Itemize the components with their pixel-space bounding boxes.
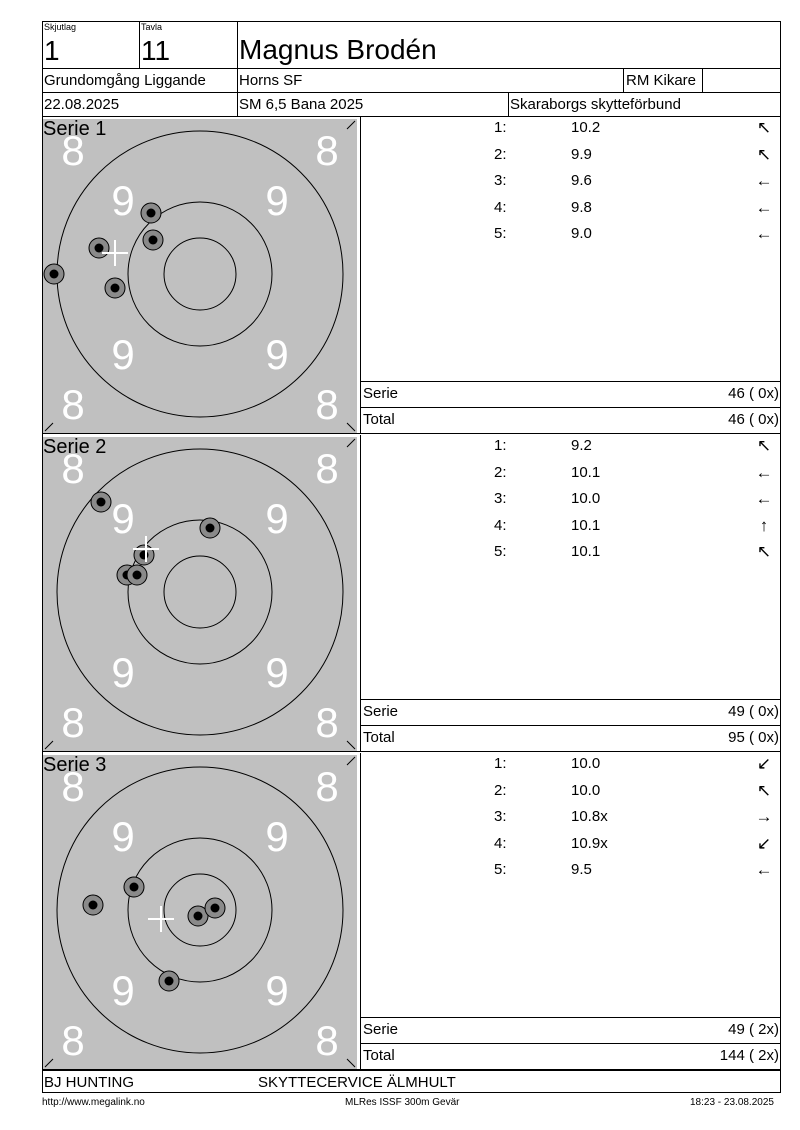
ring-number: 9 bbox=[265, 813, 289, 860]
shot-direction-arrow-icon: ↖ bbox=[756, 542, 772, 561]
shooter-name: Magnus Brodén bbox=[239, 34, 437, 65]
divider bbox=[139, 21, 140, 68]
corner-mark bbox=[347, 439, 355, 447]
tavla-label: Tavla bbox=[141, 22, 163, 32]
class-name: Grundomgång Liggande bbox=[44, 72, 206, 89]
shot-direction-arrow-icon: ↖ bbox=[756, 780, 772, 800]
total-sum-label: Total bbox=[363, 1047, 395, 1064]
shot-hole bbox=[159, 971, 179, 991]
footer-timestamp: 18:23 - 23.08.2025 bbox=[690, 1097, 774, 1108]
organizer: Skaraborgs skytteförbund bbox=[510, 96, 681, 113]
shot-score: 10.0 bbox=[571, 781, 601, 799]
ring-number: 8 bbox=[61, 381, 85, 428]
section-bottom bbox=[42, 433, 781, 434]
ring-number: 9 bbox=[111, 813, 135, 860]
target-svg bbox=[43, 119, 357, 433]
serie-row-top bbox=[360, 699, 781, 700]
corner-mark bbox=[347, 121, 355, 129]
shot-hole bbox=[200, 518, 220, 538]
ring-number: 8 bbox=[61, 445, 85, 492]
shot-hole bbox=[143, 230, 163, 250]
ring-number: 8 bbox=[315, 445, 339, 492]
shot-number: 3: bbox=[494, 172, 507, 189]
shot-hole bbox=[44, 264, 64, 284]
shot-score: 10.0 bbox=[571, 755, 601, 772]
shot-score: 9.0 bbox=[571, 225, 592, 242]
corner-mark bbox=[45, 1059, 53, 1067]
shot-number: 3: bbox=[494, 808, 507, 825]
serie-sum-value: 46 ( 0x) bbox=[728, 385, 779, 402]
serie-row-top bbox=[360, 1017, 781, 1018]
corner-mark bbox=[45, 423, 53, 431]
shot-direction-arrow-icon: ↑ bbox=[759, 515, 769, 535]
weapon-class: RM Kikare bbox=[626, 72, 697, 89]
shot-direction-arrow-icon: → bbox=[755, 807, 773, 826]
target-face bbox=[43, 437, 357, 751]
ring-number: 9 bbox=[111, 495, 135, 542]
shot-direction-arrow-icon: ↖ bbox=[756, 118, 772, 137]
footer-url: http://www.megalink.no bbox=[42, 1097, 145, 1108]
total-sum-label: Total bbox=[363, 729, 395, 746]
shot-number: 4: bbox=[494, 198, 507, 216]
target-ring bbox=[164, 238, 236, 310]
shot-score: 10.0 bbox=[571, 490, 601, 507]
shot-score: 9.8 bbox=[571, 198, 592, 216]
divider bbox=[237, 21, 238, 117]
divider bbox=[42, 92, 781, 93]
ring-number: 9 bbox=[265, 649, 289, 696]
ring-number: 9 bbox=[111, 177, 135, 224]
serie-row-top bbox=[360, 381, 781, 382]
shot-number: 2: bbox=[494, 781, 507, 799]
shot-number: 5: bbox=[494, 543, 507, 560]
total-sum-value: 95 ( 0x) bbox=[728, 729, 779, 746]
divider bbox=[702, 68, 703, 92]
skjutlag-value: 1 bbox=[44, 35, 60, 66]
shot-score: 10.1 bbox=[571, 463, 601, 481]
shot-number: 1: bbox=[494, 755, 507, 772]
ring-number: 9 bbox=[111, 331, 135, 378]
shot-number: 1: bbox=[494, 437, 507, 454]
shot-number: 3: bbox=[494, 490, 507, 507]
shot-hole bbox=[124, 877, 144, 897]
corner-mark bbox=[347, 423, 355, 431]
shot-direction-arrow-icon: ↙ bbox=[756, 833, 772, 853]
ring-number: 8 bbox=[315, 127, 339, 174]
shot-number: 1: bbox=[494, 119, 507, 136]
shot-score: 9.2 bbox=[571, 437, 592, 454]
divider bbox=[508, 92, 509, 116]
divider bbox=[42, 116, 781, 117]
target-ring bbox=[128, 202, 272, 346]
ring-number: 8 bbox=[61, 763, 85, 810]
shot-direction-arrow-icon: ← bbox=[755, 462, 773, 482]
divider bbox=[42, 68, 781, 69]
ring-number: 8 bbox=[315, 763, 339, 810]
shot-direction-arrow-icon: ↖ bbox=[756, 436, 772, 455]
shot-direction-arrow-icon: ← bbox=[755, 224, 773, 243]
serie-sum-label: Serie bbox=[363, 385, 399, 402]
serie-title: Serie 3 bbox=[43, 754, 107, 776]
footer-system: MLRes ISSF 300m Gevär bbox=[345, 1097, 460, 1108]
total-row-top bbox=[360, 1043, 781, 1044]
tavla-value: 11 bbox=[141, 35, 171, 66]
shot-score: 10.9x bbox=[571, 834, 608, 852]
corner-mark bbox=[347, 757, 355, 765]
shot-direction-arrow-icon: ↙ bbox=[756, 754, 772, 773]
shot-hole bbox=[89, 238, 109, 258]
column-divider bbox=[360, 435, 361, 751]
ring-number: 8 bbox=[61, 127, 85, 174]
divider bbox=[42, 1070, 781, 1071]
column-divider bbox=[360, 753, 361, 1069]
serie-sum-label: Serie bbox=[363, 1021, 399, 1038]
total-row-top bbox=[360, 407, 781, 408]
target-face bbox=[43, 755, 357, 1069]
shot-score: 10.1 bbox=[571, 516, 601, 534]
ring-number: 8 bbox=[315, 381, 339, 428]
ring-number: 9 bbox=[265, 967, 289, 1014]
shot-hole bbox=[105, 278, 125, 298]
skjutlag-label: Skjutlag bbox=[44, 22, 77, 32]
total-sum-value: 46 ( 0x) bbox=[728, 411, 779, 428]
shot-direction-arrow-icon: ← bbox=[755, 197, 773, 217]
ring-number: 8 bbox=[61, 699, 85, 746]
shot-number: 5: bbox=[494, 225, 507, 242]
divider bbox=[623, 68, 624, 92]
date: 22.08.2025 bbox=[44, 96, 120, 113]
shot-direction-arrow-icon: ← bbox=[755, 489, 773, 508]
ring-number: 9 bbox=[265, 177, 289, 224]
shot-number: 2: bbox=[494, 145, 507, 163]
shot-score: 9.9 bbox=[571, 145, 592, 163]
ring-number: 8 bbox=[315, 1017, 339, 1064]
club-name: Horns SF bbox=[239, 72, 303, 89]
ring-number: 9 bbox=[265, 331, 289, 378]
total-sum-value: 144 ( 2x) bbox=[719, 1047, 779, 1064]
target-svg bbox=[43, 437, 357, 751]
shot-direction-arrow-icon: ← bbox=[755, 860, 773, 879]
shot-number: 5: bbox=[494, 861, 507, 878]
shot-score: 9.6 bbox=[571, 172, 592, 189]
ring-number: 9 bbox=[111, 967, 135, 1014]
target-ring bbox=[57, 131, 343, 417]
serie-sum-value: 49 ( 0x) bbox=[728, 703, 779, 720]
ring-number: 8 bbox=[61, 1017, 85, 1064]
column-divider bbox=[360, 117, 361, 433]
shot-hole bbox=[127, 565, 147, 585]
shot-hole bbox=[83, 895, 103, 915]
target-ring bbox=[128, 520, 272, 664]
shot-hole bbox=[205, 898, 225, 918]
corner-mark bbox=[45, 741, 53, 749]
shot-direction-arrow-icon: ← bbox=[755, 171, 773, 190]
serie-sum-value: 49 ( 2x) bbox=[728, 1021, 779, 1038]
shot-number: 2: bbox=[494, 463, 507, 481]
serie-sum-label: Serie bbox=[363, 703, 399, 720]
divider bbox=[42, 1092, 781, 1093]
serie-title: Serie 2 bbox=[43, 436, 107, 458]
shot-score: 9.5 bbox=[571, 861, 592, 878]
ring-number: 8 bbox=[315, 699, 339, 746]
corner-mark bbox=[347, 1059, 355, 1067]
ring-number: 9 bbox=[265, 495, 289, 542]
shot-number: 4: bbox=[494, 516, 507, 534]
shot-hole bbox=[91, 492, 111, 512]
shot-score: 10.2 bbox=[571, 119, 601, 136]
shot-direction-arrow-icon: ↖ bbox=[756, 144, 772, 164]
sponsor-1: BJ HUNTING bbox=[44, 1074, 134, 1091]
total-sum-label: Total bbox=[363, 411, 395, 428]
corner-mark bbox=[347, 741, 355, 749]
target-svg bbox=[43, 755, 357, 1069]
serie-title: Serie 1 bbox=[43, 118, 107, 140]
event-name: SM 6,5 Bana 2025 bbox=[239, 96, 364, 113]
section-bottom bbox=[42, 751, 781, 752]
shot-score: 10.8x bbox=[571, 808, 608, 825]
sponsor-2: SKYTTECERVICE ÄLMHULT bbox=[258, 1074, 456, 1091]
shot-score: 10.1 bbox=[571, 543, 601, 560]
target-ring bbox=[164, 556, 236, 628]
frame-right bbox=[780, 21, 781, 1092]
total-row-top bbox=[360, 725, 781, 726]
shot-number: 4: bbox=[494, 834, 507, 852]
ring-number: 9 bbox=[111, 649, 135, 696]
target-face bbox=[43, 119, 357, 433]
shot-hole bbox=[141, 203, 161, 223]
